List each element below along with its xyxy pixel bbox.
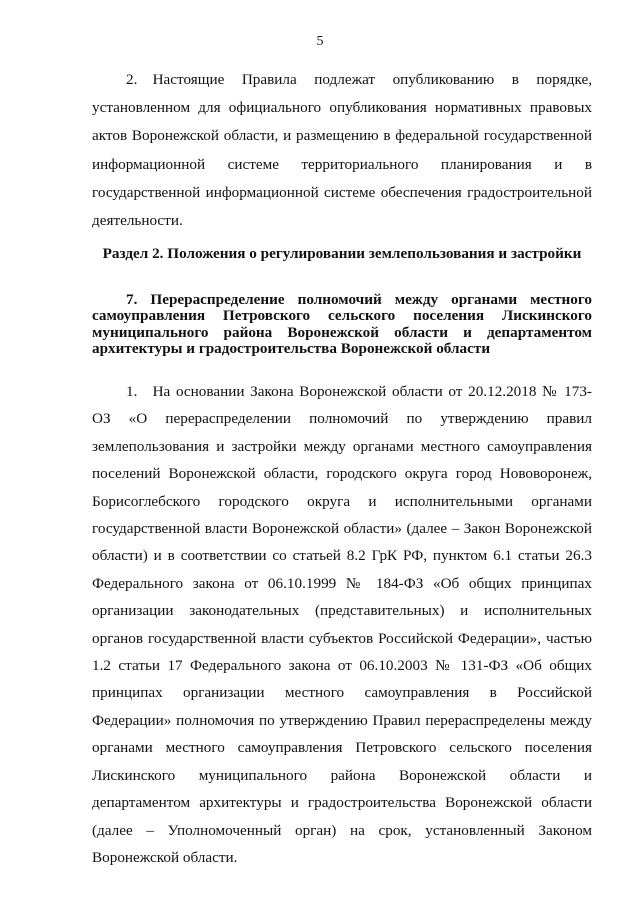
section-title: Раздел 2. Положения о регулировании землепользования и застройки [102,245,582,262]
paragraph-redistribution: 1. На основании Закона Воронежской области от 20.12.2018 № 173-ОЗ «О перераспределении полномочий по утверждению правил землепользования и застройки между органами местного самоуправления поселений Воронежской области, городского округа город Нововоронеж, Борисоглебского городского округа и исполнительными органами государственной власти Воронежской области» (далее – Закон Воронежской области) и в соответствии со статьей 8.2 ГрК РФ, пунктом 6.1 статьи 26.3 Федерального закона от 06.10.1999 № 184-ФЗ «Об общих принципах организации законодательных (представительных) и исполнительных органов государственной власти субъектов Российской Федерации», частью 1.2 статьи 17 Федерального закона от 06.10.2003 № 131-ФЗ «Об общих принципах организации местного самоуправления в Российской Федерации» полномочия по утверждению Правил перераспределены между органами местного самоуправления Петровского сельского поселения Лискинского муниципального района Воронежской области и департаментом архитектуры и градостроительства Воронежской области (далее – Уполномоченный орган) на срок, установленный Законом Воронежской области. [92,383,592,866]
article-title: 7. Перераспределение полномочий между органами местного самоуправления Петровского сельского поселения Лискинского муниципального района Воронежской области и департаментом архитектуры и градостроительства Воронежской области [92,291,592,358]
page-number: 5 [316,34,324,49]
paragraph-publication: 2. Настоящие Правила подлежат опубликованию в порядке, установленном для официального опубликования нормативных правовых актов Воронежской области, и размещению в федеральной государственной информационной системе территориального планирования и в государственной информационной системе обеспечения градостроительной деятельности. [92,71,592,230]
